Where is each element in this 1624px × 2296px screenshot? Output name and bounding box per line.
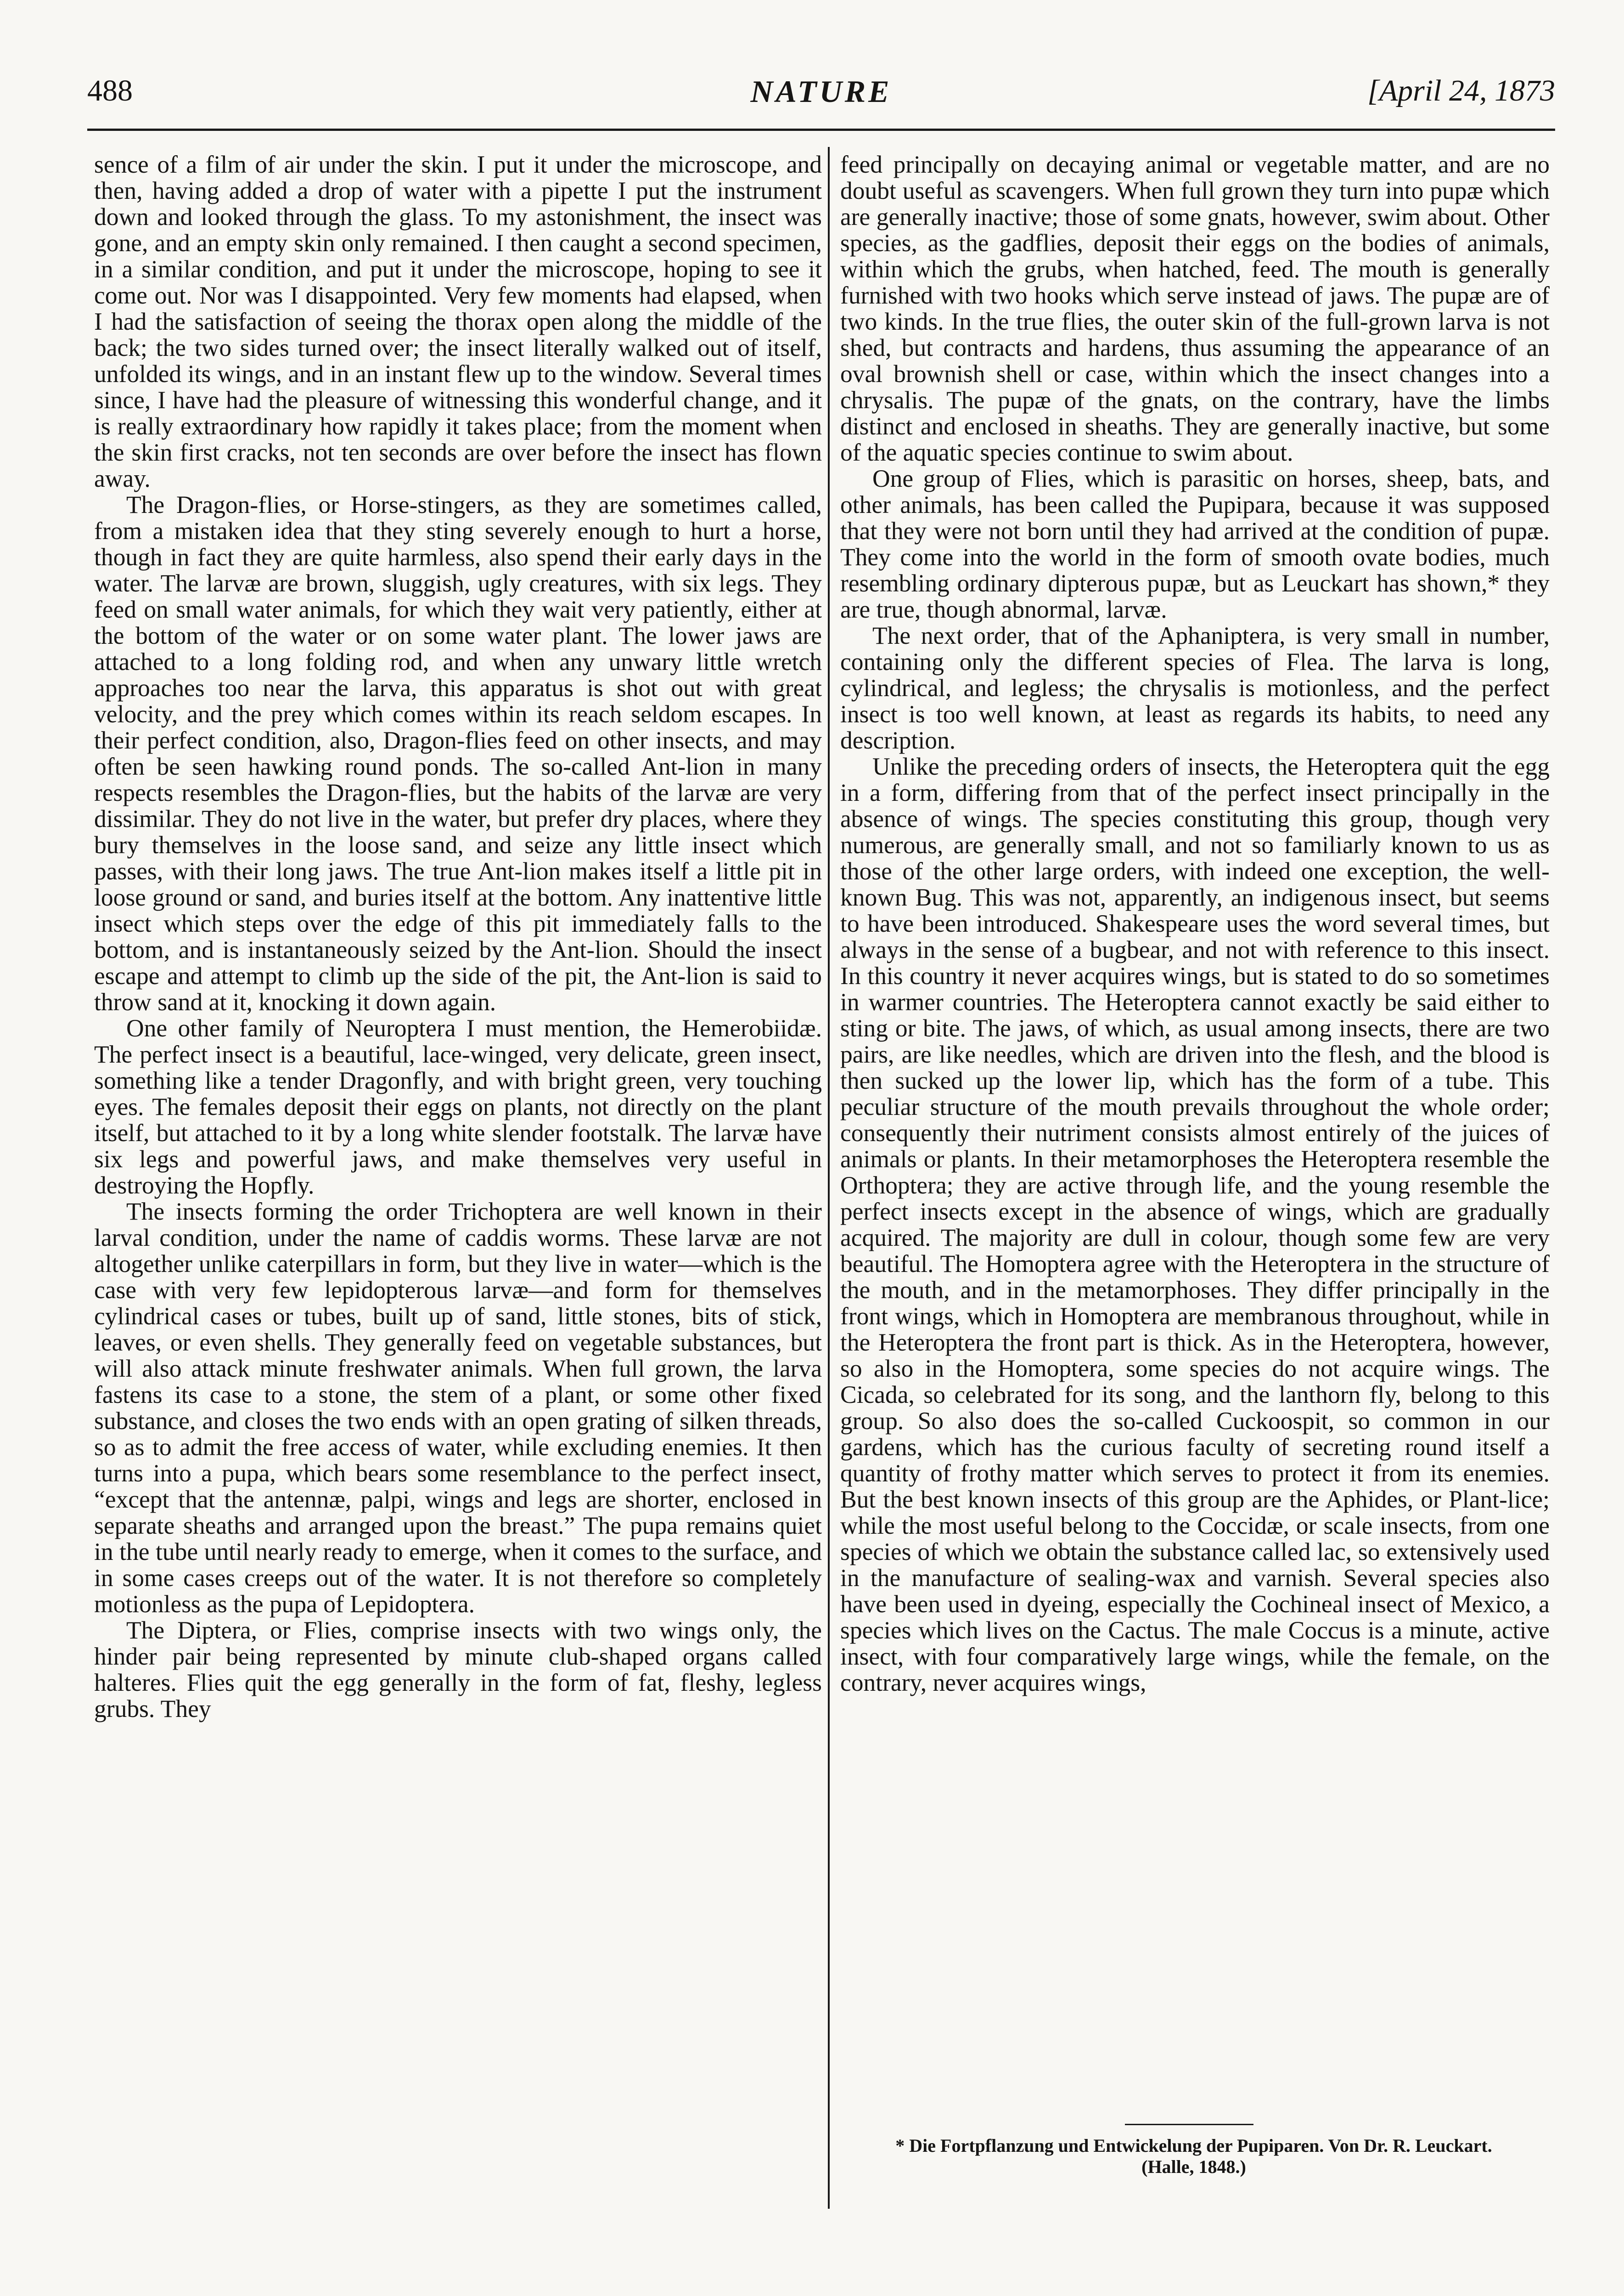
paragraph: The insects forming the order Trichoptera are well known in their larval condition, under the name of caddis worms. These larvæ are not altogether unlike caterpillars in form, but they live in water—which is the case with very few lepidopterous larvæ—and form for themselves cylindrical cases or tubes, built up of sand, little stones, bits of stick, leaves, or even shells. They generally feed on vegetable substances, but will also attack minute freshwater animals. When full grown, the larva fastens its case to a stone, the stem of a plant, or some other fixed substance, and closes the two ends with an open grating of silken threads, so as to admit the free access of water, while excluding enemies. It then turns into a pupa, which bears some resemblance to the perfect insect, “except that the antennæ, palpi, wings and legs are shorter, enclosed in separate sheaths and arranged upon the breast.” The pupa remains quiet in the tube until nearly ready to emerge, when it comes to the surface, and in some cases creeps out of the water. It is not therefore so completely motionless as the pupa of Lepidoptera. xyxy=(94,1198,822,1618)
issue-date: [April 24, 1873 xyxy=(1367,74,1555,107)
running-header xyxy=(87,73,1555,124)
paragraph: One other family of Neuroptera I must mention, the Hemerobiidæ. The perfect insect is a beautiful, lace-winged, very delicate, green insect, something like a tender Dragonfly, and with bright green, very touching eyes. The females deposit their eggs on plants, not directly on the plant itself, but attached to it by a long white slender footstalk. The larvæ have six legs and powerful jaws, and make themselves very useful in destroying the Hopfly. xyxy=(94,1014,822,1199)
footnote: * Die Fortpflanzung und Entwickelung der Pupiparen. Von Dr. R. Leuckart. (Halle, 1848.) xyxy=(895,2135,1492,2177)
left-column xyxy=(94,152,822,1722)
page-number: 488 xyxy=(87,74,133,107)
paragraph: The Dragon-flies, or Horse-stingers, as they are sometimes called, from a mistaken idea that they sting severely enough to hurt a horse, though in fact they are quite harmless, also spend their early days in the water. The larvæ are brown, sluggish, ugly creatures, with six legs. They feed on small water animals, for which they wait very patiently, either at the bottom of the water or on some water plant. The lower jaws are attached to a long folding rod, and when any unwary little wretch approaches too near the larva, this apparatus is shot out with great velocity, and the prey which comes within its reach seldom escapes. In their perfect condition, also, Dragon-flies feed on other insects, and may often be seen hawking round ponds. The so-called Ant-lion in many respects resembles the Dragon-flies, but the habits of the larvæ are very dissimilar. They do not live in the water, but prefer dry places, where they bury themselves in the loose sand, and seize any little insect which passes, with their long jaws. The true Ant-lion makes itself a little pit in loose ground or sand, and buries itself at the bottom. Any inattentive little insect which steps over the edge of this pit immediately falls to the bottom, and is instantaneously seized by the Ant-lion. Should the insect escape and attempt to climb up the side of the pit, the Ant-lion is said to throw sand at it, knocking it down again. xyxy=(94,491,822,1016)
header-rule xyxy=(87,129,1555,131)
paragraph: Unlike the preceding orders of insects, the Heteroptera quit the egg in a form, differing from that of the perfect insect principally in the absence of wings. The species constituting this group, though very numerous, are generally small, and not so familiarly known to us as those of the other large orders, with indeed one exception, the well-known Bug. This was not, apparently, an indigenous insect, but seems to have been introduced. Shakespeare uses the word several times, but always in the sense of a bugbear, and not with reference to this insect. In this country it never acquires wings, but is stated to do so sometimes in warmer countries. The Heteroptera cannot exactly be said either to sting or bite. The jaws, of which, as usual among insects, there are two pairs, are like needles, which are driven into the flesh, and the blood is then sucked up the lower lip, which has the form of a tube. This peculiar structure of the mouth prevails throughout the whole order; consequently their nutriment consists almost entirely of the juices of animals or plants. In their metamorphoses the Heteroptera resemble the Orthoptera; they are active through life, and the young resemble the perfect insects except in the absence of wings, which are gradually acquired. The majority are dull in colour, though some few are very beautiful. The Homoptera agree with the Heteroptera in the structure of the mouth, and in the metamorphoses. They differ principally in the front wings, which in Homoptera are membranous throughout, while in the Heteroptera the front part is thick. As in the Heteroptera, however, so also in the Homoptera, some species do not acquire wings. The Cicada, so celebrated for its song, and the lanthorn fly, belong to this group. So also does the so-called Cuckoospit, so common in our gardens, which has the curious faculty of secreting round itself a quantity of frothy matter which serves to protect it from its enemies. But the best known insects of this group are the Aphides, or Plant-lice; while the most useful belong to the Coccidæ, or scale insects, from one species of which we obtain the substance called lac, so extensively used in the manufacture of sealing-wax and varnish. Several species also have been used in dyeing, especially the Cochineal insect of Mexico, a species which lives on the Cactus. The male Coccus is a minute, active insect, with four comparatively large wings, while the female, on the contrary, never acquires wings, xyxy=(840,753,1550,1696)
footnote-rule xyxy=(1125,2124,1253,2125)
right-column xyxy=(840,152,1550,1696)
journal-title: NATURE xyxy=(750,74,892,109)
paragraph: feed principally on decaying animal or vegetable matter, and are no doubt useful as scavengers. When full grown they turn into pupæ which are generally inactive; those of some gnats, however, swim about. Other species, as the gadflies, deposit their eggs on the bodies of animals, within which the grubs, when hatched, feed. The mouth is generally furnished with two hooks which serve instead of jaws. The pupæ are of two kinds. In the true flies, the outer skin of the full-grown larva is not shed, but contracts and hardens, thus assuming the appearance of an oval brownish shell or case, within which the insect changes into a chrysalis. The pupæ of the gnats, on the contrary, have the limbs distinct and enclosed in sheaths. They are generally inactive, but some of the aquatic species continue to swim about. xyxy=(840,151,1550,466)
paragraph: One group of Flies, which is parasitic on horses, sheep, bats, and other animals, has been called the Pupipara, because it was supposed that they were not born until they had arrived at the condition of pupæ. They come into the world in the form of smooth ovate bodies, much resembling ordinary dipterous pupæ, but as Leuckart has shown,* they are true, though abnormal, larvæ. xyxy=(840,465,1550,623)
paragraph: The Diptera, or Flies, comprise insects with two wings only, the hinder pair being represented by minute club-shaped organs called halteres. Flies quit the egg generally in the form of fat, fleshy, legless grubs. They xyxy=(94,1616,822,1722)
paragraph: sence of a film of air under the skin. I put it under the microscope, and then, having added a drop of water with a pipette I put the instrument down and looked through the glass. To my astonishment, the insect was gone, and an empty skin only remained. I then caught a second specimen, in a similar condition, and put it under the microscope, hoping to see it come out. Nor was I disappointed. Very few moments had elapsed, when I had the satisfaction of seeing the thorax open along the middle of the back; the two sides turned over; the insect literally walked out of itself, unfolded its wings, and in an instant flew up to the window. Several times since, I have had the pleasure of witnessing this wonderful change, and it is really extraordinary how rapidly it takes place; from the moment when the skin first cracks, not ten seconds are over before the insect has flown away. xyxy=(94,151,822,492)
column-divider xyxy=(828,147,830,2209)
paragraph: The next order, that of the Aphaniptera, is very small in number, containing only the different species of Flea. The larva is long, cylindrical, and legless; the chrysalis is motionless, and the perfect insect is too well known, at least as regards its habits, to need any description. xyxy=(840,622,1550,754)
